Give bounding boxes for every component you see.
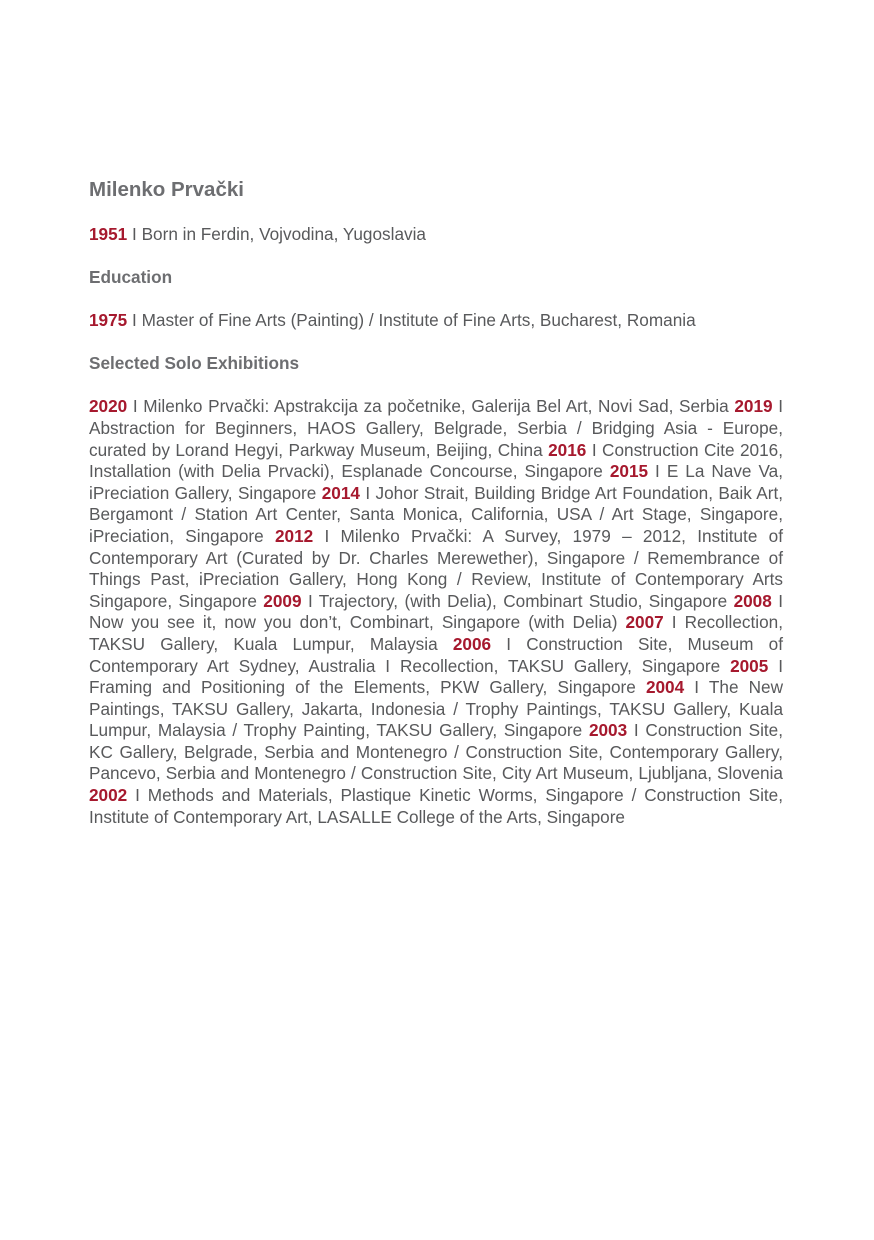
exhibition-year: 2019 <box>734 396 773 417</box>
birth-text: I Born in Ferdin, Vojvodina, Yugoslavia <box>127 224 426 244</box>
artist-name: Milenko Prvački <box>89 178 244 201</box>
birth-year: 1951 <box>89 224 128 244</box>
exhibition-year: 2015 <box>609 461 649 482</box>
exhibition-text: I Trajectory, (with Delia), Combinart Studio, Singapore <box>301 590 734 611</box>
education-heading: Education <box>89 266 173 287</box>
exhibition-text: I Recollection, TAKSU Gallery, Kuala Lumpur, Malaysia <box>89 612 783 654</box>
exhibition-year: 2012 <box>274 525 314 546</box>
exhibition-text: I Construction Site, Museum of Contemporary Art Sydney, Australia I Recollection, TAKSU Gallery, Singapore <box>89 633 783 676</box>
exhibition-year: 2003 <box>588 720 628 741</box>
exhibition-year: 2004 <box>645 677 685 698</box>
exhibition-text: I Milenko Prvački: A Survey, 1979 – 2012, Institute of Contemporary Art (Curated by Dr. Charles Merewether), Singapore / Remembrance of Things Past, iPreciation Gallery, Hong Kong / Review, Institute of Contemporary Arts Singapore, Singapore <box>89 525 784 611</box>
exhibition-text: I Methods and Materials, Plastique Kinetic Worms, Singapore / Construction Site, Institute of Contemporary Art, LASALLE College of the Arts, Singapore <box>89 785 783 827</box>
cv-document <box>89 176 783 845</box>
exhibition-text: I Now you see it, now you don’t, Combinart, Singapore (with Delia) <box>89 590 783 633</box>
exhibition-text: I The New Paintings, TAKSU Gallery, Jakarta, Indonesia / Trophy Paintings, TAKSU Gallery, Kuala Lumpur, Malaysia / Trophy Painting, TAKSU Gallery, Singapore <box>89 677 783 741</box>
exhibition-text: I E La Nave Va, iPreciation Gallery, Singapore <box>89 461 783 503</box>
exhibition-year: 2005 <box>730 655 769 676</box>
birth-line <box>89 224 783 246</box>
exhibition-text: I Construction Cite 2016, Installation (with Delia Prvacki), Esplanade Concourse, Singapore <box>89 439 783 482</box>
exhibition-year: 2007 <box>625 612 664 633</box>
exhibitions-list <box>89 396 783 828</box>
exhibition-text: I Construction Site, KC Gallery, Belgrade, Serbia and Montenegro / Construction Site, Contemporary Gallery, Pancevo, Serbia and Montenegro / Construction Site, City Art Museum, Ljubljana, Slovenia <box>89 720 784 784</box>
exhibition-year: 2014 <box>321 482 360 503</box>
exhibition-text: I Milenko Prvački: Apstrakcija za početnike, Galerija Bel Art, Novi Sad, Serbia <box>127 396 735 417</box>
education-year: 1975 <box>89 310 128 331</box>
exhibition-text: I Abstraction for Beginners, HAOS Gallery, Belgrade, Serbia / Bridging Asia - Europe, curated by Lorand Hegyi, Parkway Museum, Beijing, China <box>89 396 783 460</box>
exhibition-year: 2006 <box>452 633 492 654</box>
education-text: I Master of Fine Arts (Painting) / Institute of Fine Arts, Bucharest, Romania <box>127 310 696 331</box>
exhibition-year: 2020 <box>89 396 128 417</box>
exhibition-text: I Framing and Positioning of the Elements, PKW Gallery, Singapore <box>89 655 783 698</box>
education-entry <box>89 310 783 332</box>
exhibitions-heading: Selected Solo Exhibitions <box>89 352 300 373</box>
exhibition-year: 2002 <box>89 785 128 806</box>
exhibition-year: 2008 <box>733 590 772 611</box>
exhibition-year: 2009 <box>263 590 302 611</box>
exhibition-text: I Johor Strait, Building Bridge Art Foundation, Baik Art, Bergamont / Station Art Center, Santa Monica, California, USA / Art Stage, Singapore, iPreciation, Singapore <box>89 482 783 546</box>
exhibition-year: 2016 <box>548 439 587 460</box>
